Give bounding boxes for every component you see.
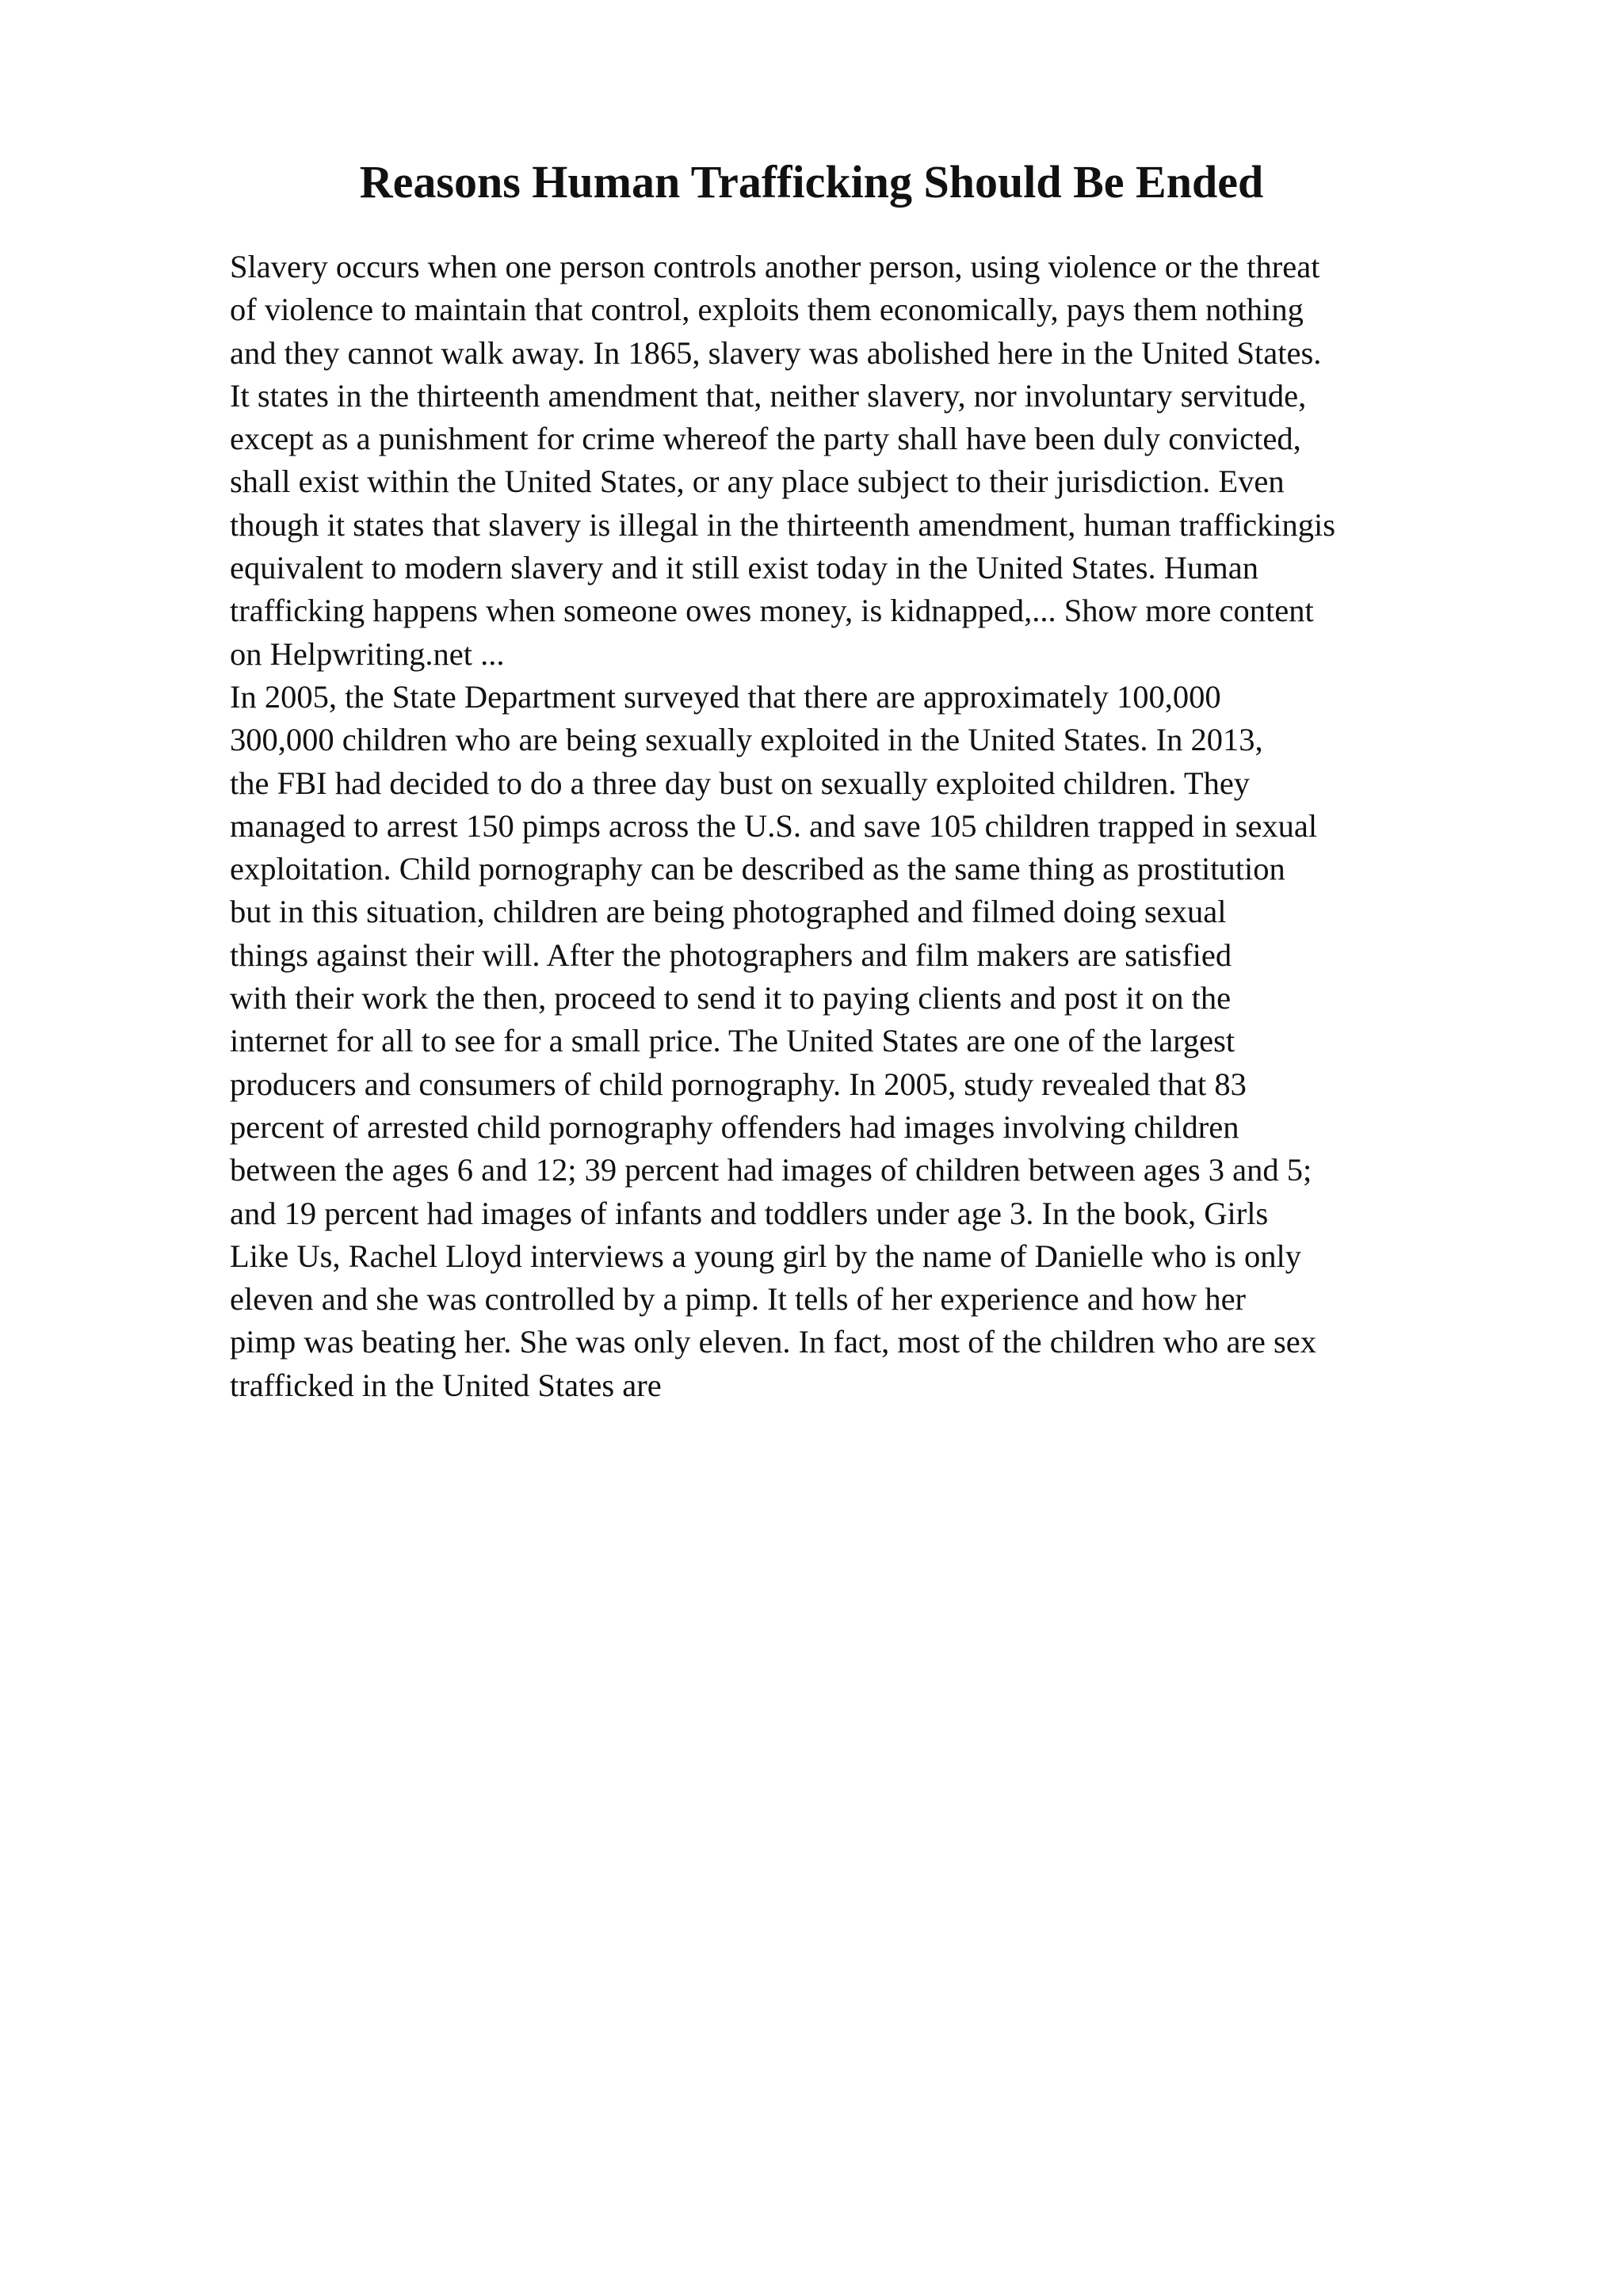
body-line: equivalent to modern slavery and it still exist today in the United States. Human — [230, 550, 1258, 586]
body-line: with their work the then, proceed to send it to paying clients and post it on the — [230, 980, 1232, 1016]
body-line: managed to arrest 150 pimps across the U.S. and save 105 children trapped in sexual — [230, 807, 1318, 844]
body-line: pimp was beating her. She was only eleven. In fact, most of the children who are sex — [230, 1324, 1316, 1360]
body-line: trafficked in the United States are — [230, 1367, 662, 1403]
body-line: trafficking happens when someone owes money, is kidnapped,... Show more content — [230, 593, 1314, 629]
body-line: of violence to maintain that control, exploits them economically, pays them nothing — [230, 292, 1304, 328]
body-line: things against their will. After the photographers and film makers are satisfied — [230, 936, 1232, 973]
body-line: and they cannot walk away. In 1865, slavery was abolished here in the United States. — [230, 334, 1322, 371]
body-line: Like Us, Rachel Lloyd interviews a young girl by the name of Danielle who is only — [230, 1238, 1301, 1274]
body-line: though it states that slavery is illegal in the thirteenth amendment, human traffickingis — [230, 506, 1336, 543]
body-line: on Helpwriting.net ... — [230, 635, 505, 672]
body-line: Slavery occurs when one person controls another person, using violence or the threat — [230, 249, 1320, 284]
body-line: eleven and she was controlled by a pimp. It tells of her experience and how her — [230, 1281, 1247, 1318]
body-line: and 19 percent had images of infants and toddlers under age 3. In the book, Girls — [230, 1195, 1269, 1231]
body-line: between the ages 6 and 12; 39 percent had images of children between ages 3 and 5; — [230, 1152, 1312, 1188]
body-line: producers and consumers of child pornography. In 2005, study revealed that 83 — [230, 1066, 1247, 1102]
body-line: the FBI had decided to do a three day bust on sexually exploited children. They — [230, 765, 1251, 801]
body-line: It states in the thirteenth amendment that, neither slavery, nor involuntary servitude, — [230, 377, 1307, 414]
body-line: internet for all to see for a small price. The United States are one of the largest — [230, 1023, 1235, 1059]
body-line: shall exist within the United States, or any place subject to their jurisdiction. Even — [230, 463, 1285, 500]
body-line: but in this situation, children are being photographed and filmed doing sexual — [230, 894, 1227, 930]
body-line: In 2005, the State Department surveyed that there are approximately 100,000 — [230, 678, 1221, 715]
document-body — [230, 246, 1529, 1407]
body-line: percent of arrested child pornography offenders had images involving children — [230, 1108, 1239, 1145]
body-line: except as a punishment for crime whereof the party shall have been duly convicted, — [230, 421, 1301, 457]
body-line: exploitation. Child pornography can be described as the same thing as prostitution — [230, 851, 1285, 887]
document-title: Reasons Human Trafficking Should Be Ended — [359, 156, 1264, 208]
body-line: 300,000 children who are being sexually exploited in the United States. In 2013, — [230, 722, 1263, 758]
